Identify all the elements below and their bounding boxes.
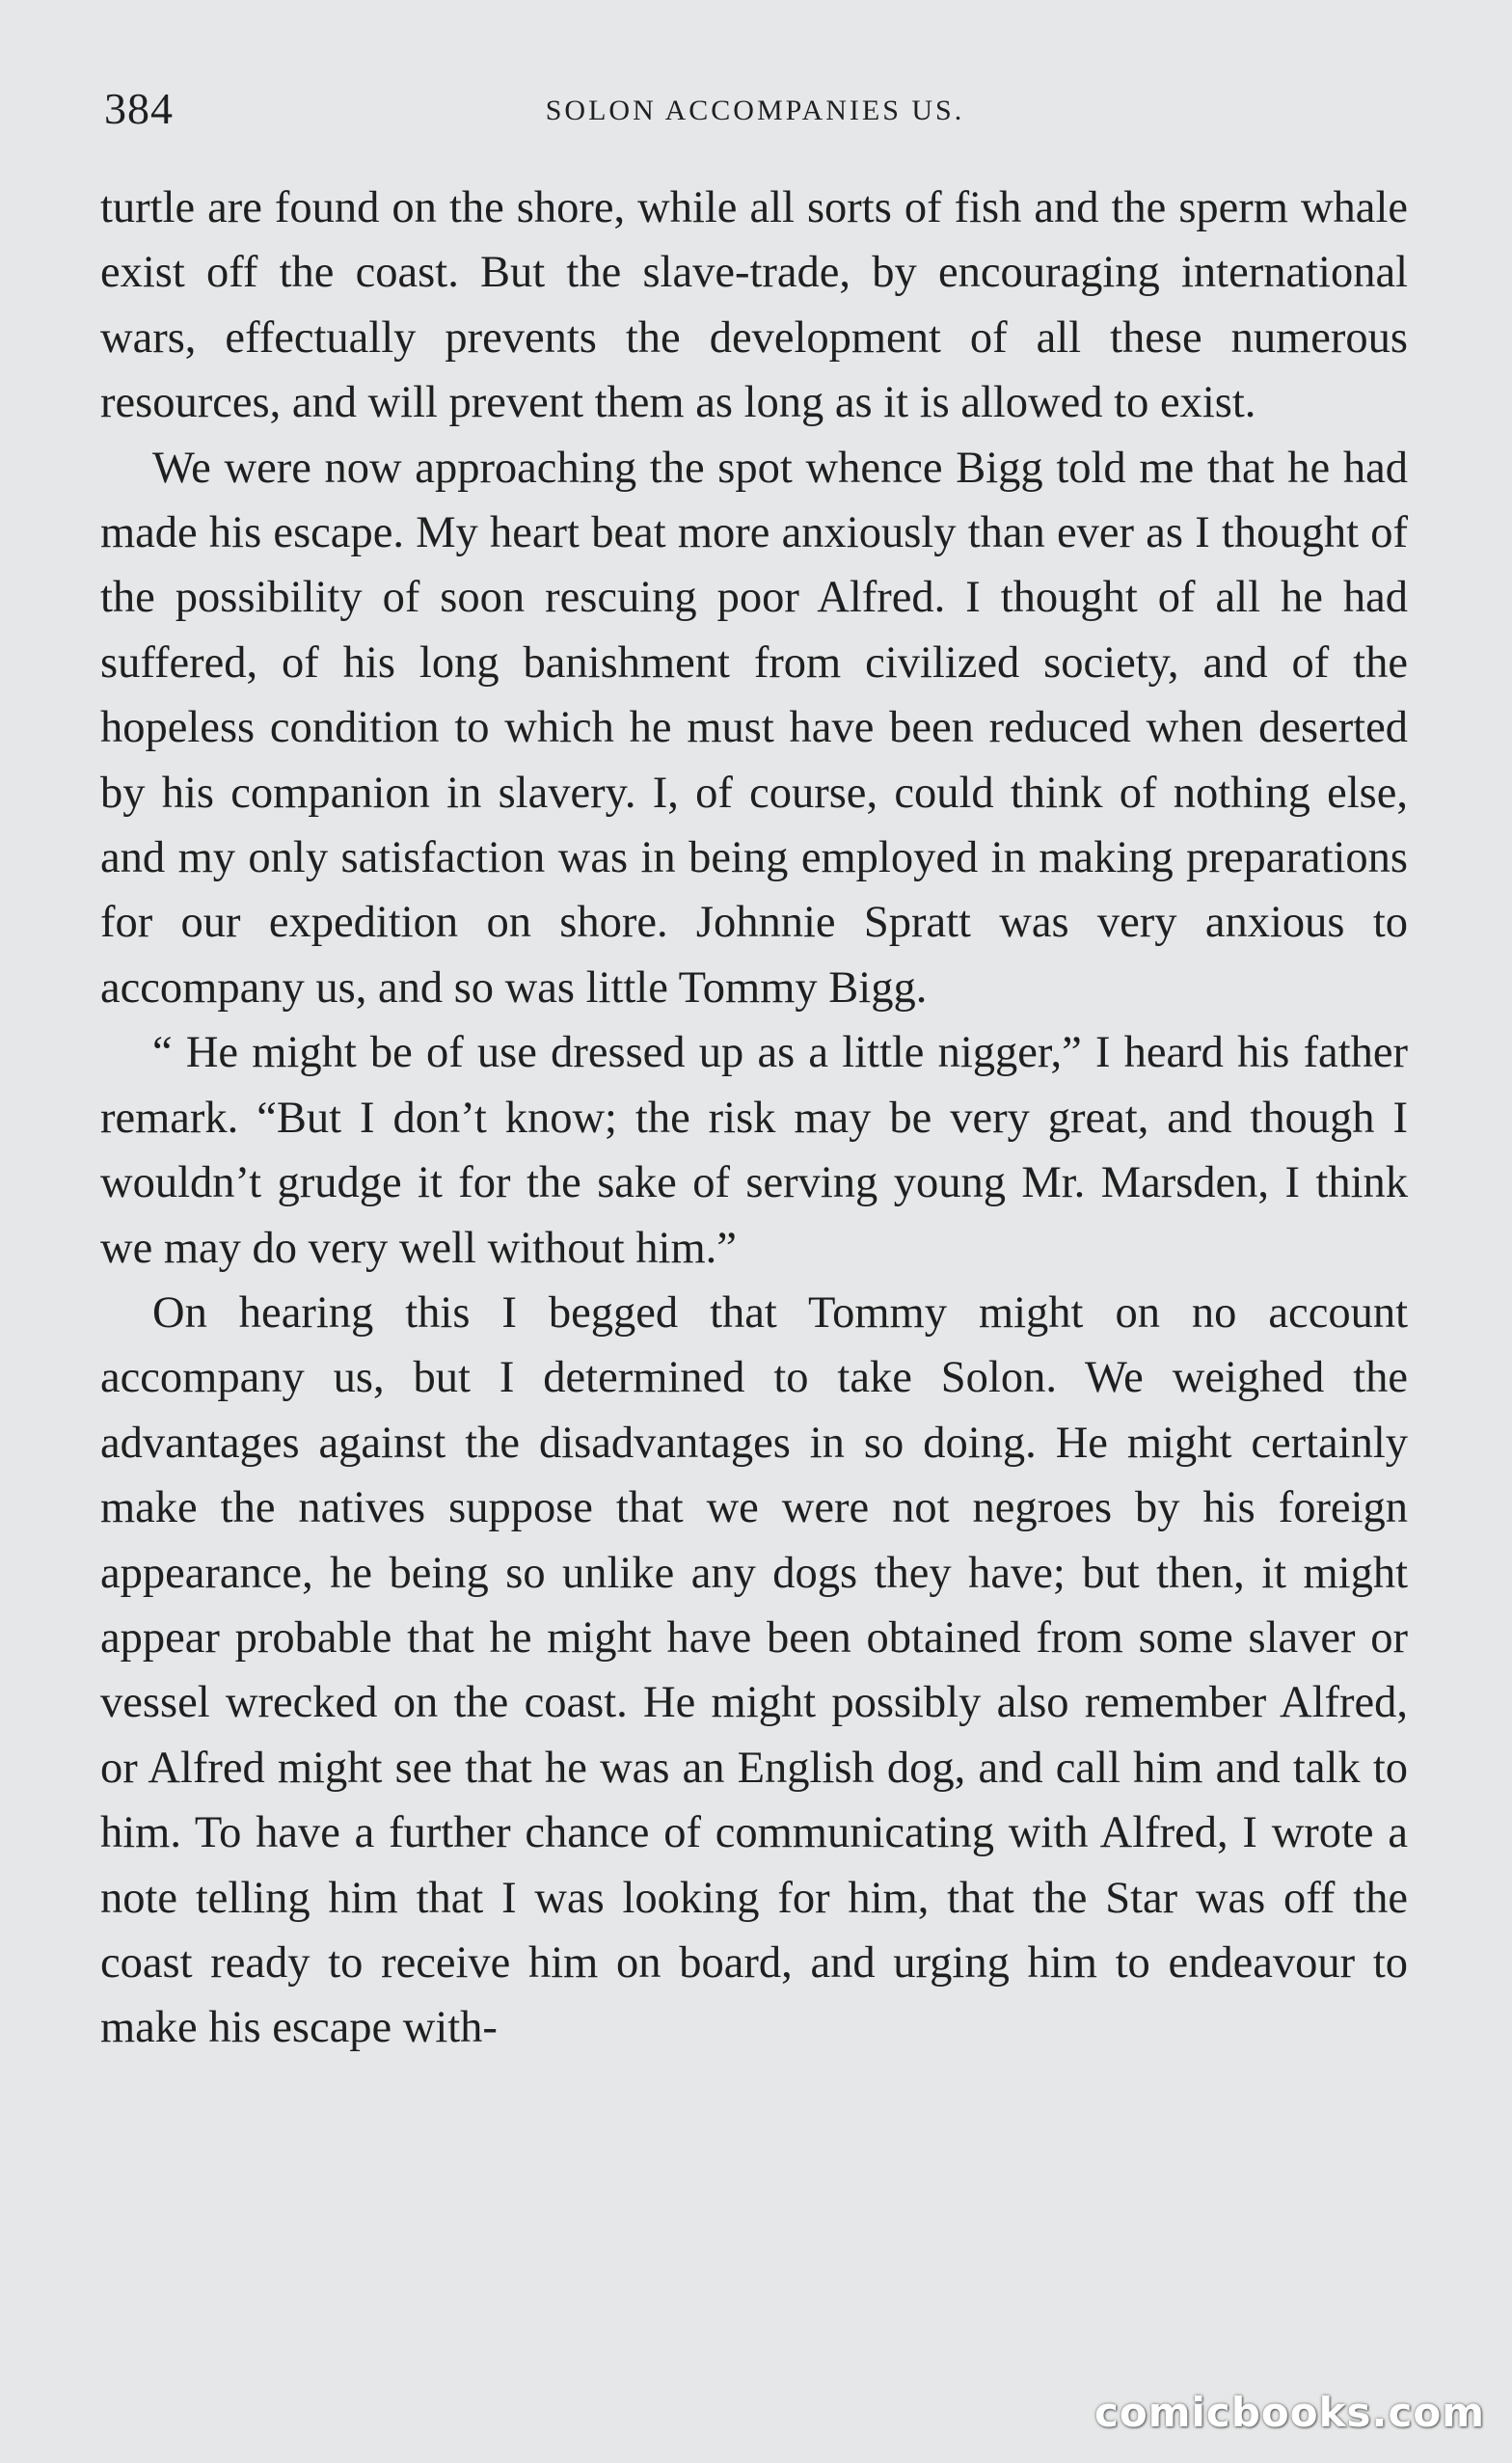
watermark: comicbooks.com — [1094, 2389, 1485, 2436]
page-number: 384 — [104, 84, 174, 133]
paragraph: We were now approaching the spot whence Bigg told me that he had made his escape. My heart beat more anxiously than ever as I thought of the possibility of soon rescuing poor Alfred. I thought of all he had suffered, of his long banishment from civilized society, and of the hopeless condition to which he must have been reduced when deserted by his companion in slavery. I, of course, could think of nothing else, and my only satisfaction was in being employed in making preparations for our expedition on shore. Johnnie Spratt was very anxious to accompany us, and so was little Tommy Bigg. — [100, 443, 1408, 1013]
paragraph: “ He might be of use dressed up as a little nigger,” I heard his father remark. “But I don’t know; the risk may be very great, and though I wouldn’t grudge it for the sake of serving young Mr. Marsden, I think we may do very well without him.” — [100, 1028, 1408, 1273]
body-text — [100, 176, 1408, 2061]
running-title: SOLON ACCOMPANIES US. — [545, 95, 965, 126]
paragraph: turtle are found on the shore, while all sorts of fish and the sperm whale exist off the coast. But the slave-trade, by encouraging international wars, effectually prevents the development of all these numerous resources, and will prevent them as long as it is allowed to exist. — [100, 183, 1408, 428]
running-head — [104, 83, 1406, 141]
paragraph: On hearing this I begged that Tommy might on no account accompany us, but I determined to take Solon. We weighed the advantages against the disadvantages in so doing. He might certainly make the natives suppose that we were not negroes by his foreign appearance, he being so unlike any dogs they have; but then, it might appear probable that he might have been obtained from some slaver or vessel wrecked on the coast. He might possibly also remember Alfred, or Alfred might see that he was an English dog, and call him and talk to him. To have a further chance of communicating with Alfred, I wrote a note telling him that I was looking for him, that the Star was off the coast ready to receive him on board, and urging him to endeavour to make his escape with- — [100, 1287, 1408, 2053]
